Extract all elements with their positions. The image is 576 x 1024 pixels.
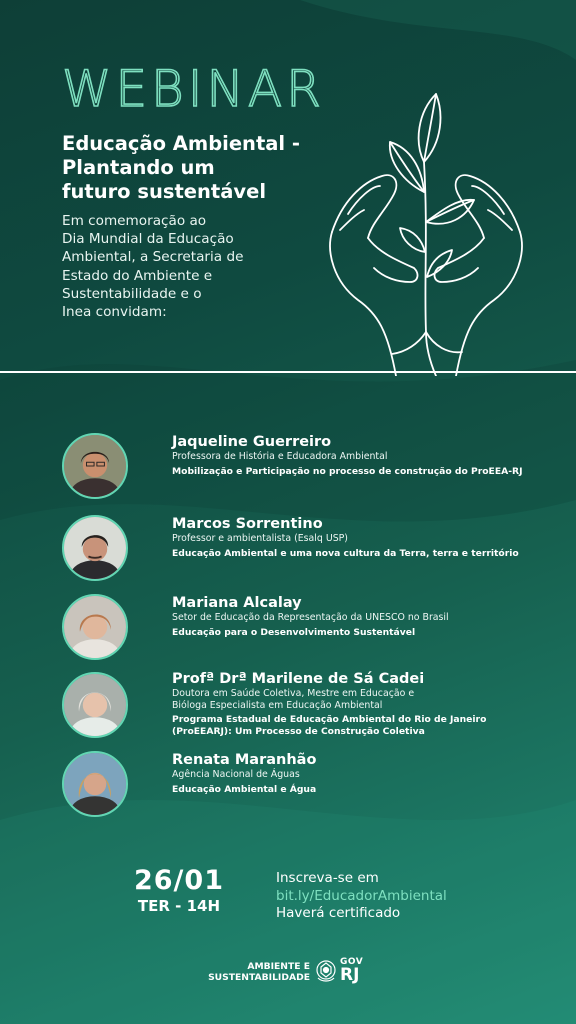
state-coat-of-arms-icon	[314, 958, 338, 984]
intro-line: Inea convidam:	[62, 304, 167, 321]
secretariat-line: SUSTENTABILIDADE	[208, 972, 310, 983]
speaker-topic: Educação Ambiental e uma nova cultura da Terra, terra e território	[172, 548, 519, 559]
speaker-role: Agência Nacional de Águas	[172, 769, 300, 780]
speaker-topic: (ProEEARJ): Um Processo de Construção Coletiva	[172, 726, 425, 737]
speaker-role: Setor de Educação da Representação da UNESCO no Brasil	[172, 612, 449, 623]
speaker-card	[62, 751, 562, 821]
speaker-name: Renata Maranhão	[172, 752, 317, 768]
speaker-name: Mariana Alcalay	[172, 595, 302, 611]
intro-line: Dia Mundial da Educação	[62, 231, 234, 248]
speaker-name: Profª Drª Marilene de Sá Cadei	[172, 671, 425, 687]
webinar-heading: WEBINAR	[62, 60, 325, 118]
speaker-role: Bióloga Especialista em Educação Ambiental	[172, 700, 383, 711]
speaker-photo	[62, 751, 128, 817]
event-title-line: futuro sustentável	[62, 180, 266, 203]
signup-link[interactable]: bit.ly/EducadorAmbiental	[276, 887, 447, 904]
intro-line: Sustentabilidade e o	[62, 285, 202, 302]
event-date	[124, 866, 234, 916]
section-divider	[0, 371, 576, 373]
speaker-photo	[62, 515, 128, 581]
speaker-name: Jaqueline Guerreiro	[172, 434, 332, 450]
secretariat-logo-text	[188, 961, 310, 983]
gov-rj-logo	[340, 957, 363, 984]
speaker-topic: Educação Ambiental e Água	[172, 784, 317, 795]
speaker-role: Professor e ambientalista (Esalq USP)	[172, 533, 348, 544]
signup-text: Inscreva-se em	[276, 870, 379, 886]
event-title-line: Educação Ambiental -	[62, 132, 300, 155]
speaker-topic: Programa Estadual de Educação Ambiental do Rio de Janeiro	[172, 714, 487, 725]
intro-line: Estado do Ambiente e	[62, 267, 213, 284]
intro-line: Ambiental, a Secretaria de	[62, 249, 244, 266]
speaker-photo	[62, 594, 128, 660]
intro-line: Em comemoração ao	[62, 213, 207, 229]
speaker-photo	[62, 433, 128, 499]
speaker-role: Professora de História e Educadora Ambiental	[172, 451, 388, 462]
speaker-photo	[62, 672, 128, 738]
speaker-card	[62, 594, 562, 664]
hands-sprout-illustration	[318, 82, 534, 376]
rj-text: RJ	[340, 965, 360, 985]
event-time: TER - 14H	[137, 897, 221, 915]
intro-text	[62, 212, 282, 321]
speaker-role: Doutora em Saúde Coletiva, Mestre em Educação e	[172, 688, 415, 699]
speaker-card	[62, 515, 562, 585]
secretariat-line: AMBIENTE E	[247, 961, 310, 972]
gov-text: GOV	[340, 957, 364, 967]
certificate-text: Haverá certificado	[276, 905, 401, 921]
registration-info	[276, 870, 447, 923]
speaker-name: Marcos Sorrentino	[172, 516, 323, 532]
event-day: 26/01	[133, 865, 224, 896]
speaker-topic: Mobilização e Participação no processo de construção do ProEEA-RJ	[172, 466, 523, 477]
speaker-topic: Educação para o Desenvolvimento Sustentável	[172, 627, 416, 638]
speaker-card	[62, 672, 562, 742]
speaker-card	[62, 433, 562, 503]
event-title-line: Plantando um	[62, 156, 215, 179]
event-title	[62, 132, 332, 204]
